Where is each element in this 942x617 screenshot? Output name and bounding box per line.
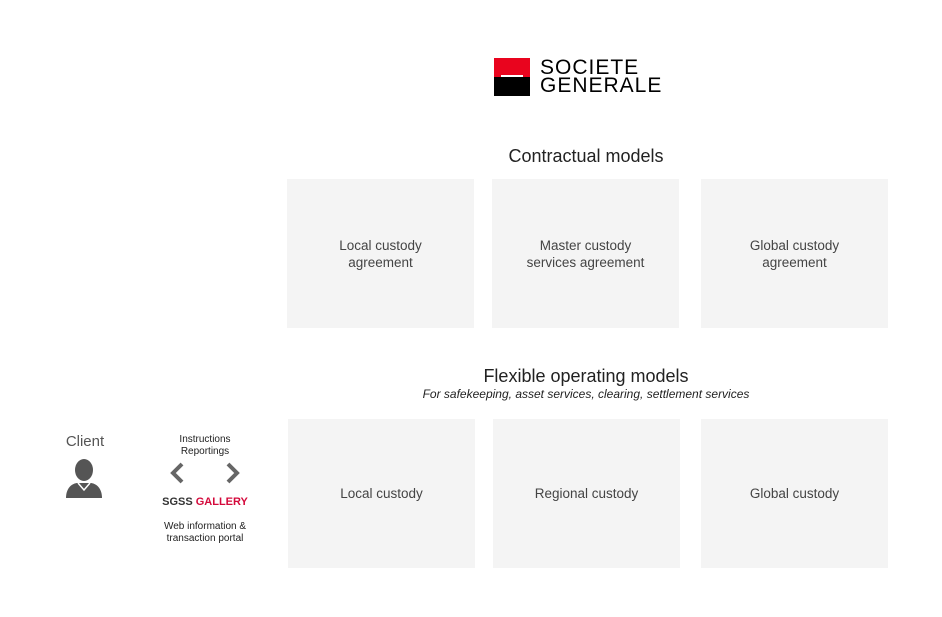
logo-wordmark [540,56,663,97]
operating-box-regional [493,419,680,568]
logo-line1: SOCIETE [540,56,640,79]
chevron-left-icon [167,461,187,485]
logo-line2: GENERALE [540,74,663,97]
portal-reportings: Reportings [180,446,230,457]
contract-box-master [492,179,679,328]
operating-box-local [288,419,475,568]
contract-box-global [701,179,888,328]
contract-box-label: Global custody agreement [749,237,840,270]
operating-box-label: Regional custody [534,486,639,501]
operating-models-subtitle: For safekeeping, asset services, clearing, settlement services [422,387,750,401]
contract-box-label: Master custody services agreement [526,237,645,270]
portal-desc-line2: transaction portal [166,533,244,544]
sgss-gallery-name [155,496,255,508]
chevron-right-icon [223,461,243,485]
operating-box-global [701,419,888,568]
operating-box-label: Local custody [340,486,423,501]
logo-mark-icon [494,58,530,96]
person-icon [64,458,104,500]
contractual-models-title: Contractual models [508,146,664,166]
gallery-label: GALLERY [195,496,248,508]
contract-box-local [287,179,474,328]
client-label: Client [65,433,105,450]
portal-desc-line1: Web information & [163,521,247,532]
operating-models-title: Flexible operating models [483,366,689,386]
sgss-label: SGSS [162,496,196,508]
portal-instructions: Instructions [179,434,231,445]
societe-generale-logo [494,58,684,98]
contract-box-label: Local custody agreement [339,237,422,270]
operating-box-label: Global custody [749,486,840,501]
